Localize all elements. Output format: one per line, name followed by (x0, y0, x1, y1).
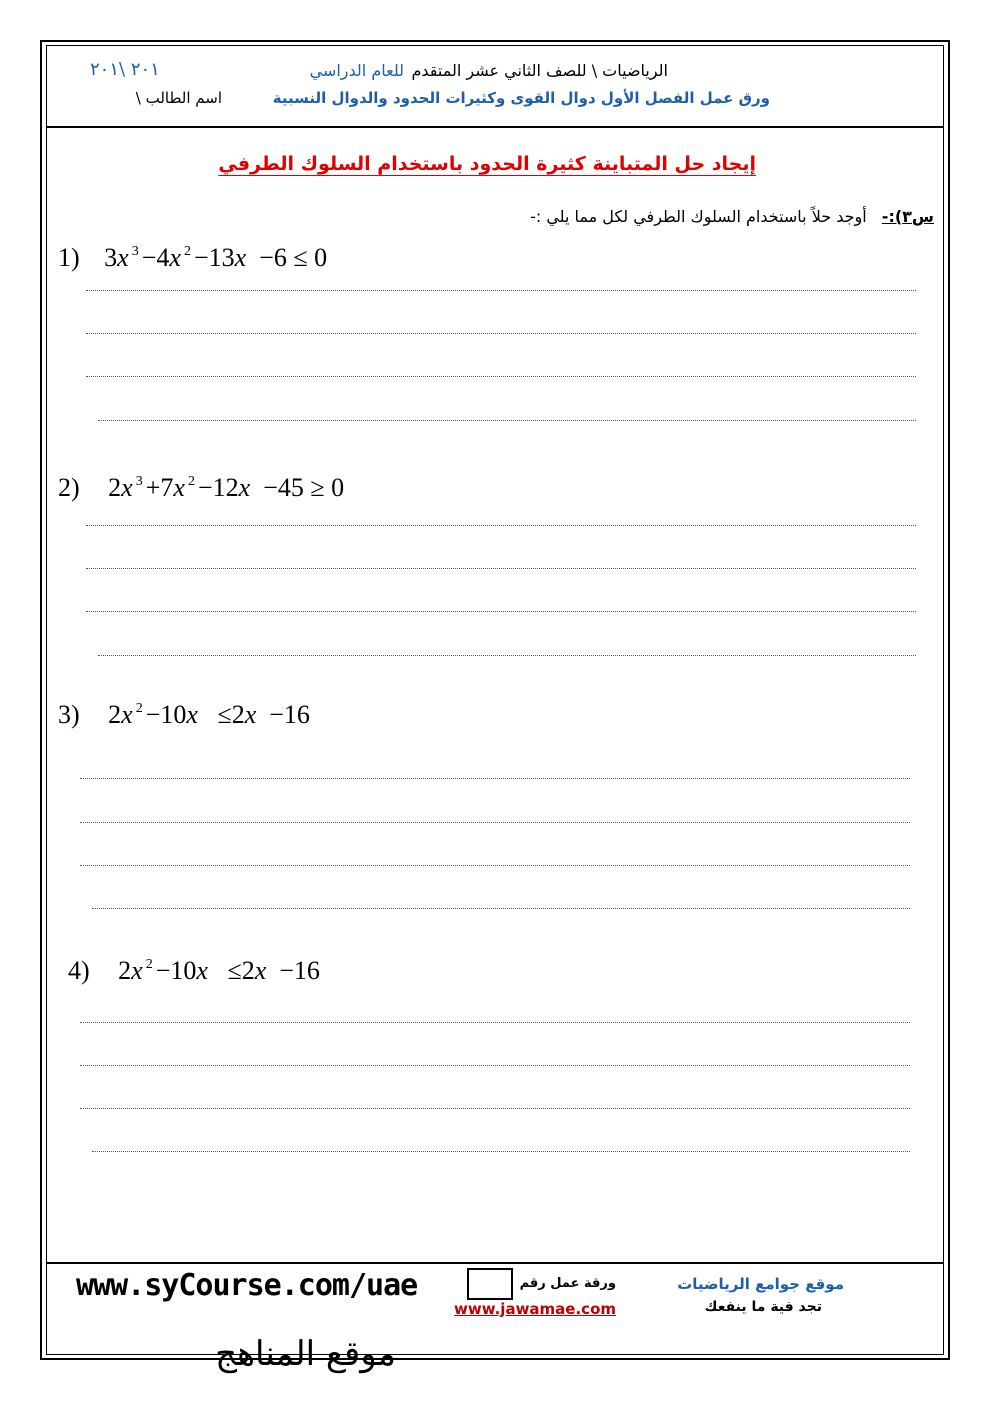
footer-divider (46, 1262, 944, 1264)
question-line (530, 207, 934, 226)
answer-line (80, 1065, 910, 1066)
problem-3-number: 3) (58, 700, 80, 729)
problem-1-number: 1) (58, 243, 80, 272)
problem-2 (58, 473, 344, 503)
problem-3 (58, 700, 310, 730)
problem-2-number: 2) (58, 473, 80, 502)
problem-4-expression: 2x $^2$ −10x ≤2x −16 (118, 956, 320, 985)
problem-1-expression: 3x $^3$ −4x $^2$ −13x −6 ≤ 0 (104, 243, 328, 272)
answer-line (86, 290, 916, 291)
problem-4 (68, 956, 320, 986)
problem-4-number: 4) (68, 956, 90, 985)
site-name: موقع جوامع الرياضيات (677, 1275, 844, 1293)
answer-line (80, 778, 910, 779)
site-link[interactable]: www.jawamae.com (454, 1300, 617, 1318)
problem-1 (58, 243, 327, 273)
header-year-value: ٢٠١ \٢٠١ (90, 59, 160, 80)
answer-line (80, 1022, 910, 1023)
header-year-label: للعام الدراسي (309, 61, 404, 80)
question-text: أوجد حلاً باستخدام السلوك الطرفي لكل مما يلي :- (530, 207, 867, 226)
answer-line (86, 333, 916, 334)
header-worksheet-title: ورق عمل الفصل الأول دوال القوى وكثيرات الحدود والدوال النسبية (272, 89, 770, 107)
problem-2-expression: 2x $^3$ +7x $^2$ −12x −45 ≥ 0 (108, 473, 345, 502)
answer-line (80, 822, 910, 823)
section-title: إيجاد حل المتباينة كثيرة الحدود باستخدام السلوك الطرفي (218, 153, 756, 175)
answer-line (92, 1151, 910, 1152)
answer-line (80, 865, 910, 866)
question-label: س٣):- (881, 207, 934, 226)
header-subject: الرياضيات \ للصف الثاني عشر المتقدم (411, 61, 668, 80)
answer-line (80, 1108, 910, 1109)
sheet-number-box (467, 1268, 513, 1300)
answer-line (86, 611, 916, 612)
header-student-name: اسم الطالب \ (135, 89, 222, 107)
problem-3-expression: 2x $^2$ −10x ≤2x −16 (108, 700, 310, 729)
answer-line (86, 376, 916, 377)
answer-line (92, 908, 910, 909)
curricula-watermark: موقع المناهج (215, 1334, 396, 1374)
answer-line (98, 420, 916, 421)
site-slogan: تجد فية ما ينفعك (704, 1299, 822, 1315)
answer-line (86, 568, 916, 569)
header-divider (46, 126, 944, 128)
watermark-url[interactable]: www.syCourse.com/uae (76, 1268, 418, 1303)
answer-line (86, 525, 916, 526)
answer-line (98, 655, 916, 656)
sheet-number-label: ورقة عمل رقم (519, 1276, 616, 1291)
